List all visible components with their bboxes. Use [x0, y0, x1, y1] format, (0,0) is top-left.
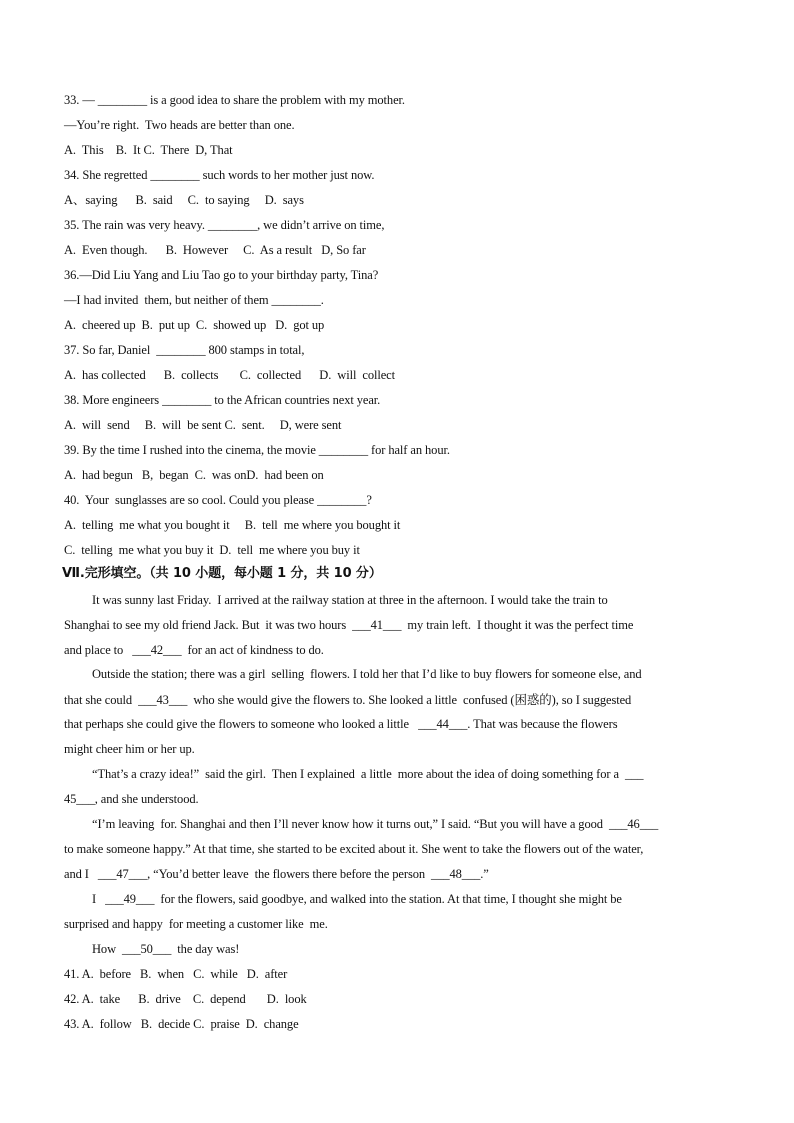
question-42-options: 42. A. take B. drive C. depend D. look	[64, 992, 307, 1006]
question-37: 37. So far, Daniel ________ 800 stamps in total,	[64, 343, 305, 357]
passage-line: that perhaps she could give the flowers to someone who looked a little ___44___. That was because the flowers	[64, 717, 618, 731]
passage-line: Outside the station; there was a girl selling flowers. I told her that I’d like to buy flowers for someone else, and	[92, 667, 642, 681]
passage-line: Shanghai to see my old friend Jack. But it was two hours ___41___ my train left. I thought it was the perfect time	[64, 618, 634, 632]
question-33-options: A. This B. It C. There D, That	[64, 143, 233, 157]
question-39: 39. By the time I rushed into the cinema, the movie ________ for half an hour.	[64, 443, 450, 457]
passage-line: I ___49___ for the flowers, said goodbye, and walked into the station. At that time, I thought she might be	[92, 892, 622, 906]
passage-line: that she could ___43___ who she would give the flowers to. She looked a little confused (困惑的), so I suggested	[64, 693, 632, 707]
question-34: 34. She regretted ________ such words to her mother just now.	[64, 168, 375, 182]
passage-line: and place to ___42___ for an act of kindness to do.	[64, 643, 324, 657]
question-43-options: 43. A. follow B. decide C. praise D. change	[64, 1017, 299, 1031]
question-36: 36.—Did Liu Yang and Liu Tao go to your birthday party, Tina?	[64, 268, 379, 282]
passage-line: and I ___47___, “You’d better leave the flowers there before the person ___48___.”	[64, 867, 489, 881]
question-36-reply: —I had invited them, but neither of them ________.	[64, 293, 324, 307]
question-37-options: A. has collected B. collects C. collected D. will collect	[64, 368, 396, 382]
passage-line: might cheer him or her up.	[64, 742, 195, 756]
question-38: 38. More engineers ________ to the African countries next year.	[64, 393, 381, 407]
question-33: 33. — ________ is a good idea to share the problem with my mother.	[64, 93, 405, 107]
passage-line: It was sunny last Friday. I arrived at the railway station at three in the afternoon. I would take the train to	[92, 593, 608, 607]
question-34-options: A、saying B. said C. to saying D. says	[64, 193, 304, 207]
question-35: 35. The rain was very heavy. ________, we didn’t arrive on time,	[64, 218, 385, 232]
passage-line: 45___, and she understood.	[64, 792, 199, 806]
question-35-options: A. Even though. B. However C. As a result D, So far	[64, 243, 366, 257]
passage-line: “That’s a crazy idea!” said the girl. Then I explained a little more about the idea of doing something for a ___	[92, 767, 644, 781]
question-41-options: 41. A. before B. when C. while D. after	[64, 967, 288, 981]
question-40: 40. Your sunglasses are so cool. Could you please ________?	[64, 493, 372, 507]
passage-line: surprised and happy for meeting a customer like me.	[64, 917, 328, 931]
passage-line: “I’m leaving for. Shanghai and then I’ll never know how it turns out,” I said. “But you will have a good ___46___	[92, 817, 659, 831]
section-title: Ⅶ.完形填空。（共 10 小题，每小题 1 分，共 10 分）	[62, 566, 382, 581]
question-33-reply: —You’re right. Two heads are better than one.	[64, 118, 295, 132]
question-36-options: A. cheered up B. put up C. showed up D. got up	[64, 318, 325, 332]
question-40-options-ab: A. telling me what you bought it B. tell me where you bought it	[64, 518, 401, 532]
passage-line: to make someone happy.” At that time, she started to be excited about it. She went to take the flowers out of the water,	[64, 842, 644, 856]
passage-line: How ___50___ the day was!	[92, 942, 240, 956]
question-39-options: A. had begun B, began C. was onD. had been on	[64, 468, 324, 482]
question-40-options-cd: C. telling me what you buy it D. tell me where you buy it	[64, 543, 360, 557]
question-38-options: A. will send B. will be sent C. sent. D, were sent	[64, 418, 342, 432]
